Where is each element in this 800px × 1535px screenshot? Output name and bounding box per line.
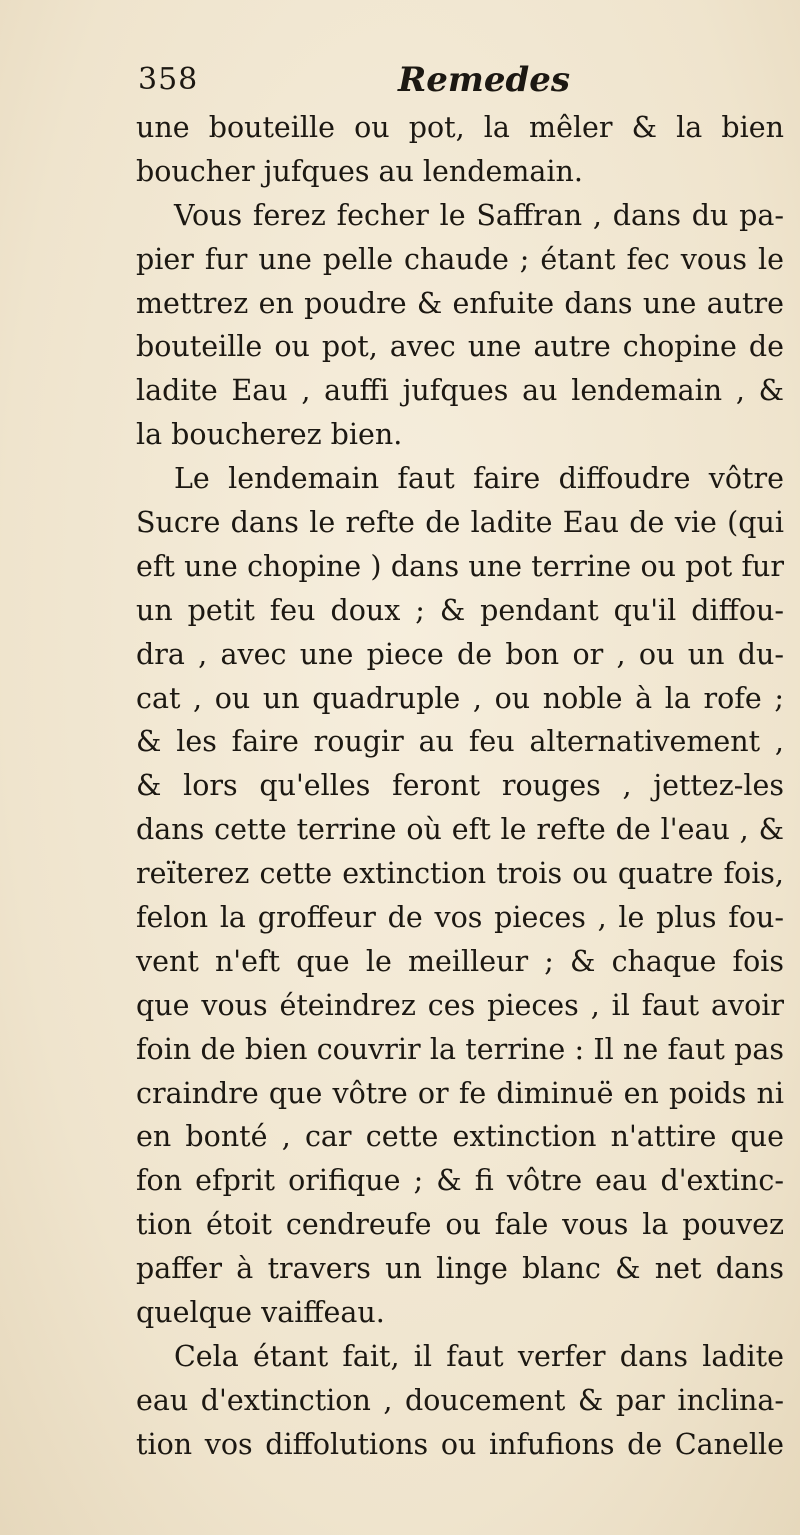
text-line: mettrez en poudre & enfuite dans une autre bbox=[136, 286, 784, 320]
text-line: & lors qu'elles feront rouges , jettez-les bbox=[136, 769, 784, 803]
text-line: eft une chopine ) dans une terrine ou pot fur bbox=[136, 549, 784, 583]
text-line: que vous éteindrez ces pieces , il faut avoir bbox=[136, 988, 784, 1022]
text-line: dans cette terrine où eft le refte de l'eau , & bbox=[136, 813, 784, 847]
text-line: felon la groffeur de vos pieces , le plus fou- bbox=[136, 901, 784, 935]
text-line: paffer à travers un linge blanc & net dans bbox=[136, 1252, 784, 1286]
running-title: Remedes bbox=[398, 60, 571, 100]
text-line: la boucherez bien. bbox=[136, 418, 403, 452]
text-line: foin de bien couvrir la terrine : Il ne faut pas bbox=[136, 1032, 784, 1066]
text-line: en bonté , car cette extinction n'attire que bbox=[136, 1120, 784, 1154]
text-line: eau d'extinction , doucement & par inclina- bbox=[136, 1383, 784, 1417]
text-line: tion étoit cendreufe ou fale vous la pouvez bbox=[136, 1208, 784, 1242]
text-line: quelque vaiffeau. bbox=[136, 1296, 385, 1330]
text-line: dra , avec une piece de bon or , ou un du- bbox=[136, 637, 784, 671]
text-line: une bouteille ou pot, la mêler & la bien bbox=[136, 111, 784, 144]
text-line: tion vos diffolutions ou infufions de Canelle bbox=[136, 1427, 784, 1461]
text-line: Vous ferez fecher le Saffran , dans du pa- bbox=[174, 198, 784, 232]
body-text bbox=[136, 106, 784, 1467]
text-line: reïterez cette extinction trois ou quatre fois, bbox=[136, 857, 784, 891]
text-line: pier fur une pelle chaude ; étant fec vous le bbox=[136, 242, 784, 276]
text-line: & les faire rougir au feu alternativement , bbox=[136, 725, 784, 759]
text-line: vent n'eft que le meilleur ; & chaque fois bbox=[136, 944, 784, 978]
text-line: Le lendemain faut faire diffoudre vôtre bbox=[174, 462, 784, 496]
text-line: cat , ou un quadruple , ou noble à la rofe ; bbox=[136, 681, 784, 715]
text-line: craindre que vôtre or fe diminuë en poids ni bbox=[136, 1076, 784, 1110]
text-line: Sucre dans le refte de ladite Eau de vie (qui bbox=[136, 506, 784, 540]
text-line: boucher jufques au lendemain. bbox=[136, 154, 583, 188]
page-number: 358 bbox=[138, 62, 199, 97]
text-line: fon efprit orifique ; & fi vôtre eau d'extinc- bbox=[136, 1164, 784, 1198]
text-line: ladite Eau , auffi jufques au lendemain , & bbox=[136, 374, 784, 408]
text-line: bouteille ou pot, avec une autre chopine de bbox=[136, 330, 784, 364]
text-line: Cela étant fait, il faut verfer dans ladite bbox=[174, 1339, 784, 1373]
text-line: un petit feu doux ; & pendant qu'il diffou- bbox=[136, 593, 784, 627]
page-header bbox=[138, 62, 778, 102]
